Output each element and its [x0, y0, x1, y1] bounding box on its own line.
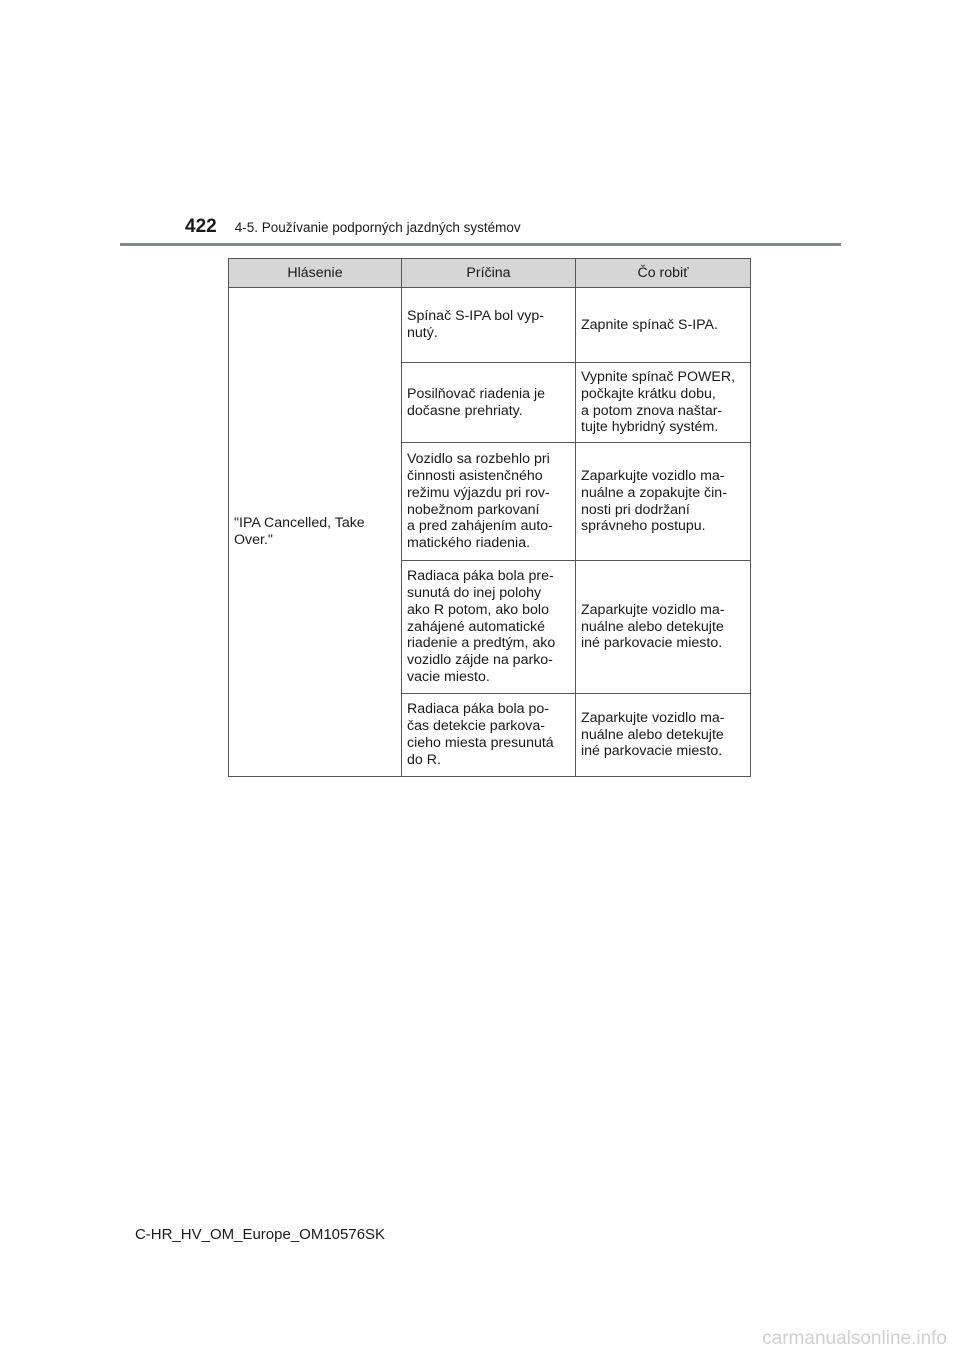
- document-code: C-HR_HV_OM_Europe_OM10576SK: [134, 1226, 386, 1243]
- cause-cell: Radiaca páka bola pre- sunutá do inej polohy ako R potom, ako bolo zahájené automatické riadenie a predtým, ako vozidlo zájde na parko- vacie miesto.: [402, 561, 576, 694]
- action-cell: Zaparkujte vozidlo ma- nuálne alebo detekujte iné parkovacie miesto.: [576, 561, 751, 694]
- cause-cell: Posilňovač riadenia je dočasne prehriaty.: [402, 363, 576, 443]
- column-header-action: Čo robiť: [576, 259, 751, 288]
- action-cell: Zaparkujte vozidlo ma- nuálne a zopakujte čin- nosti pri dodržaní správneho postupu.: [576, 443, 751, 561]
- message-text: "IPA Cancelled, Take Over.": [234, 515, 365, 548]
- action-cell: Vypnite spínač POWER, počkajte krátku dobu, a potom znova naštar- tujte hybridný systém.: [576, 363, 751, 443]
- column-header-cause: Príčina: [402, 259, 576, 288]
- page-header: [185, 216, 521, 242]
- action-cell: Zaparkujte vozidlo ma- nuálne alebo detekujte iné parkovacie miesto.: [576, 694, 751, 777]
- cause-cell: Radiaca páka bola po- čas detekcie parkova- cieho miesta presunutá do R.: [402, 694, 576, 777]
- cause-cell: Vozidlo sa rozbehlo pri činnosti asistenčného režimu výjazdu pri rov- nobežnom parkovaní a pred zahájením auto- matického riadenia.: [402, 443, 576, 561]
- header-rule: [120, 243, 841, 246]
- column-header-message: Hlásenie: [229, 259, 402, 288]
- watermark: carmanualsonline.info: [762, 1328, 947, 1349]
- table-header-row: [229, 259, 751, 288]
- page-number: 422: [185, 216, 217, 237]
- message-table: [228, 258, 750, 777]
- cause-cell: Spínač S-IPA bol vyp- nutý.: [402, 288, 576, 363]
- section-title: 4-5. Používanie podporných jazdných systémov: [234, 220, 521, 235]
- message-cell: [229, 288, 402, 777]
- action-cell: Zapnite spínač S-IPA.: [576, 288, 751, 363]
- table-row: [229, 288, 751, 363]
